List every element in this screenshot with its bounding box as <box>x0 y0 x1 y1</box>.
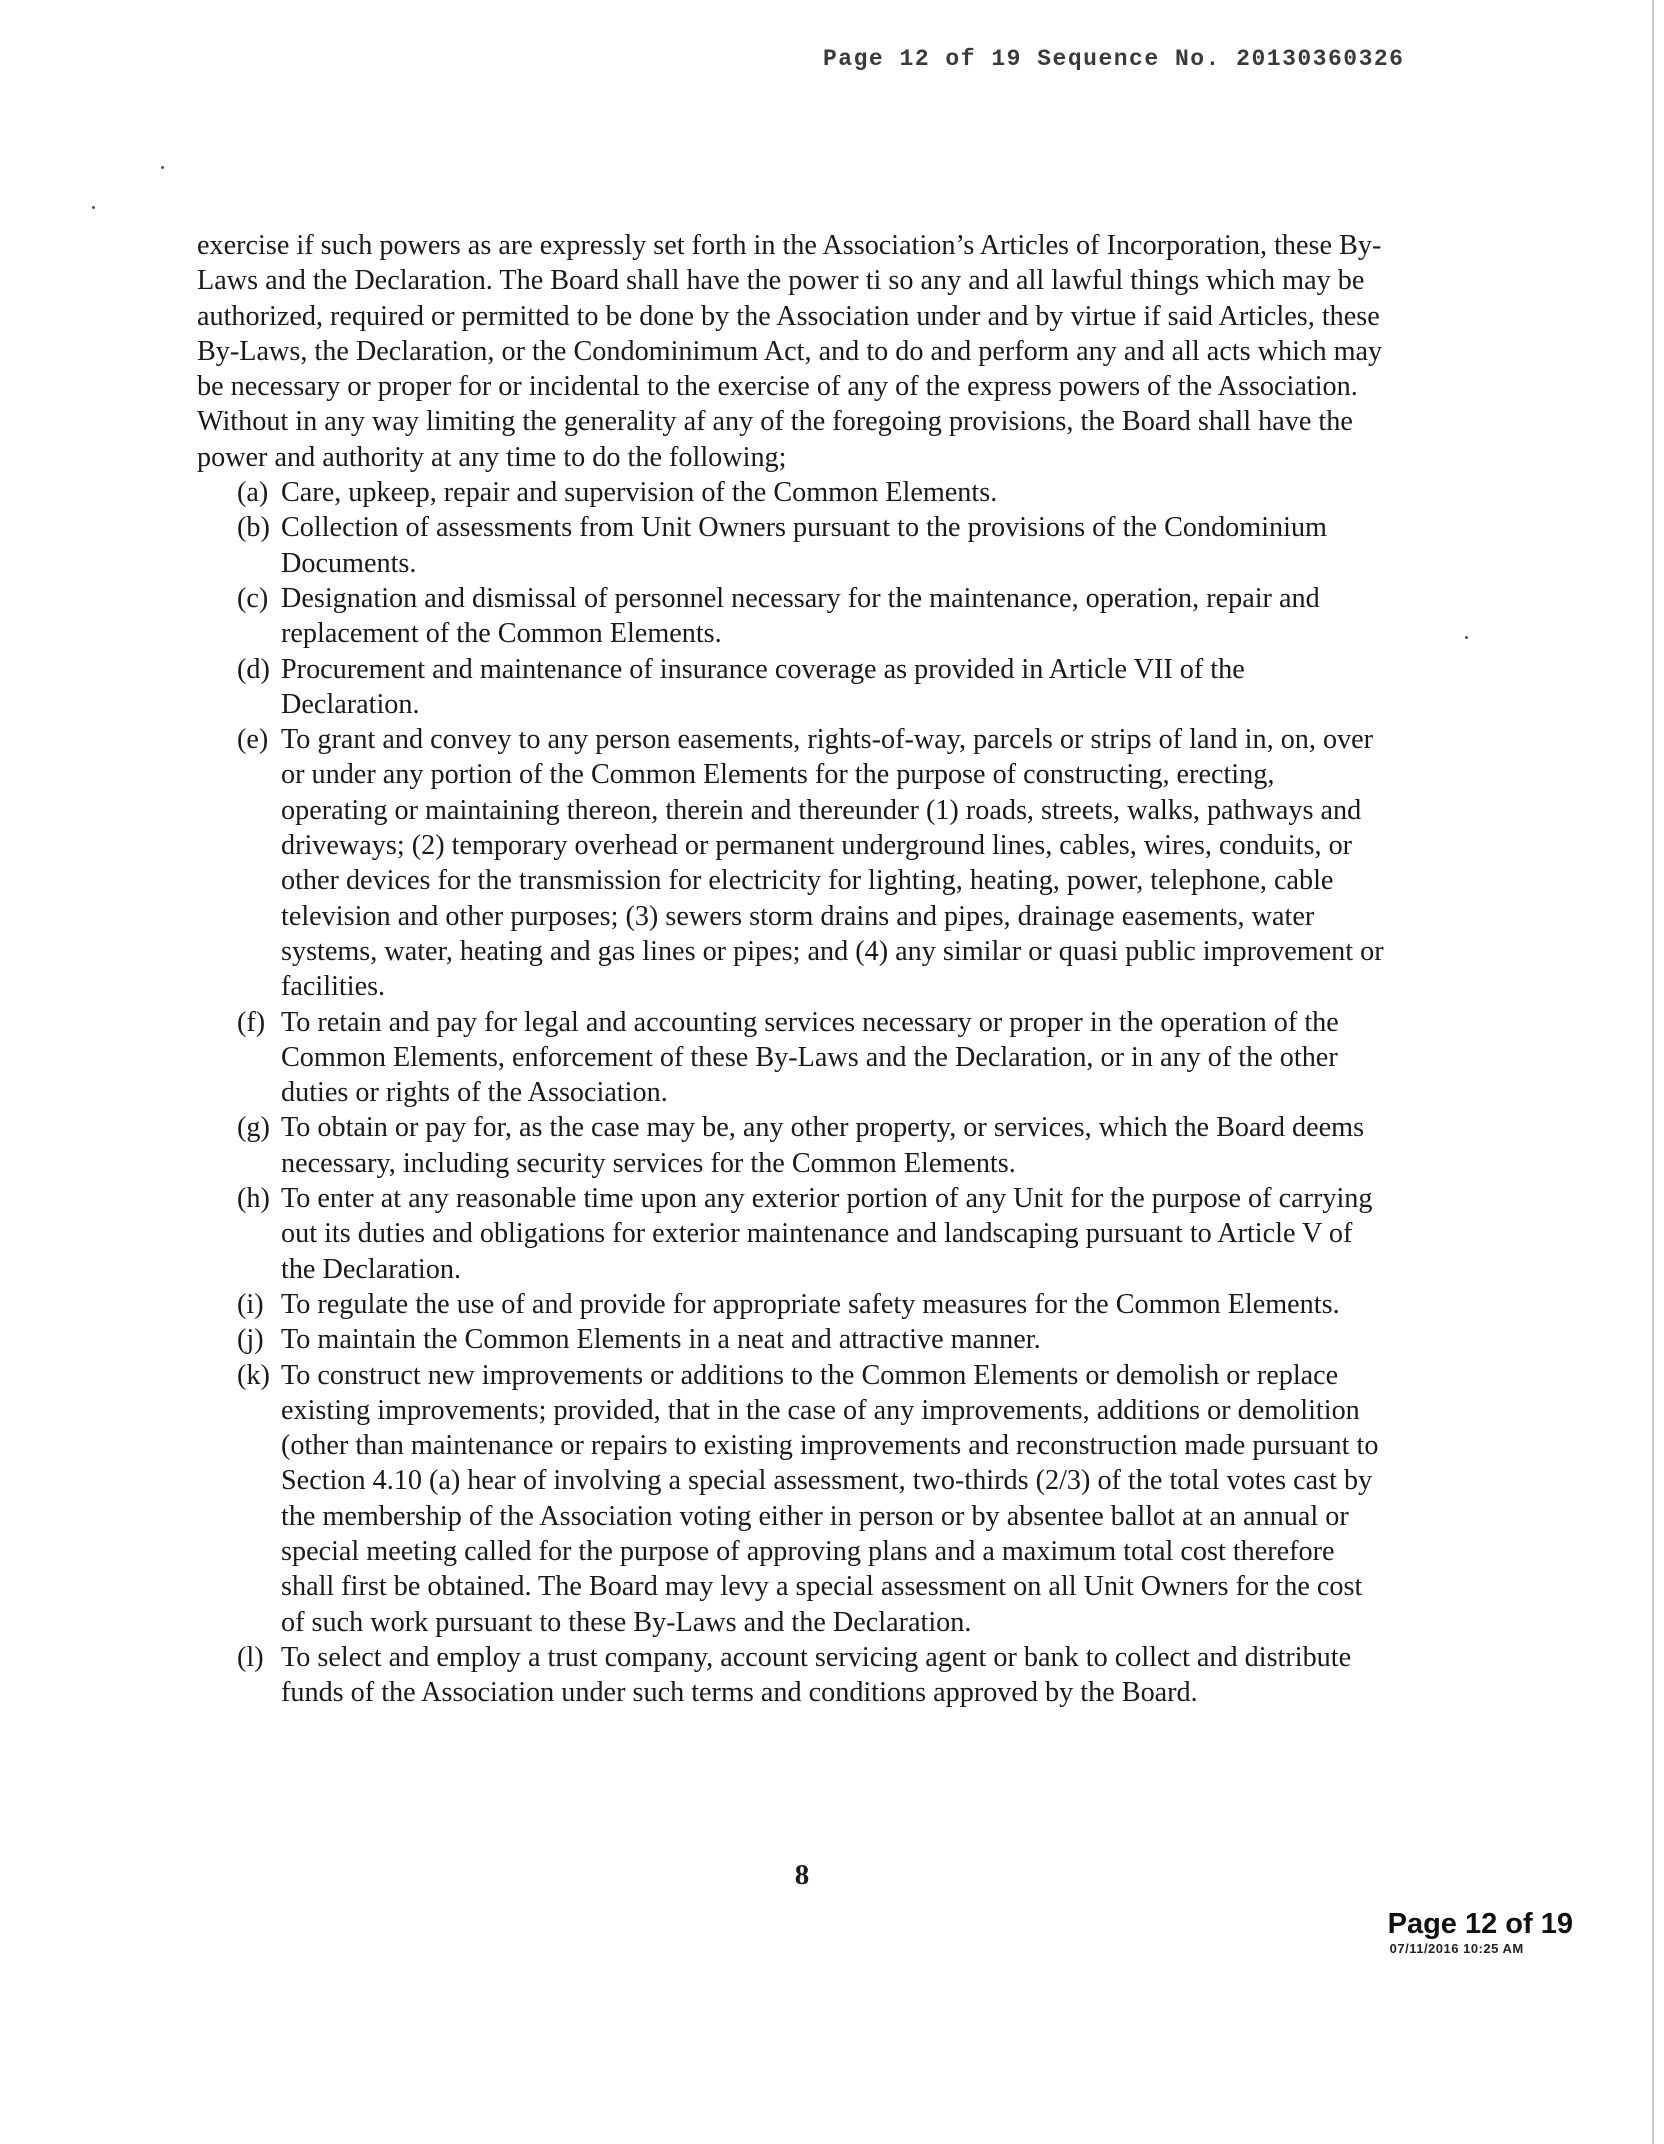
item-label: (e) <box>237 724 269 756</box>
scan-speck <box>161 166 164 169</box>
item-text: Procurement and maintenance of insurance coverage as provided in Article VII of the Declaration. <box>281 653 1245 720</box>
scan-edge-line <box>1652 0 1654 2144</box>
scan-speck <box>1465 636 1468 639</box>
item-label: (i) <box>237 1288 264 1320</box>
item-text: To grant and convey to any person easements, rights-of-way, parcels or strips of land in, on, over or under any portion of the Common Elements for the purpose of constructing, erecting, operating or maintaining thereon, therein and thereunder (1) roads, streets, walks, pathways and driveways; (2) temporary overhead or permanent underground lines, cables, wires, conduits, or other devices for the transmission for electricity for lighting, heating, power, telephone, cable television and other purposes; (3) sewers storm drains and pipes, drainage easements, water systems, water, heating and gas lines or pipes; and (4) any similar or quasi public improvement or facilities. <box>281 724 1384 1003</box>
page-number: 8 <box>794 1859 810 1891</box>
list-item <box>237 1110 1387 1181</box>
item-text: Collection of assessments from Unit Owners pursuant to the provisions of the Condominium Documents. <box>281 512 1327 579</box>
powers-list <box>197 475 1387 1710</box>
list-item <box>237 1005 1387 1111</box>
item-text: Designation and dismissal of personnel necessary for the maintenance, operation, repair and replacement of the Common Elements. <box>281 582 1320 650</box>
item-text: To construct new improvements or additions to the Common Elements or demolish or replace existing improvements; provided, that in the case of any improvements, additions or demolition (other than maintenance or repairs to existing improvements and reconstruction made pursuant to Section 4.10 (a) hear of involving a special assessment, two-thirds (2/3) of the total votes cast by the membership of the Association voting either in person or by absentee ballot at an annual or special meeting called for the purpose of approving plans and a maximum total cost therefore shall first be obtained. The Board may levy a special assessment on all Unit Owners for the cost of such work pursuant to these By-Laws and the Declaration. <box>281 1359 1379 1638</box>
item-text: To maintain the Common Elements in a neat and attractive manner. <box>281 1324 1041 1356</box>
item-text: To obtain or pay for, as the case may be, any other property, or services, which the Board deems necessary, including security services for the Common Elements. <box>281 1112 1365 1179</box>
item-label: (f) <box>237 1006 266 1038</box>
list-item <box>237 1287 1387 1322</box>
item-label: (k) <box>237 1359 270 1391</box>
item-label: (b) <box>237 512 270 544</box>
list-item <box>237 1640 1387 1711</box>
item-label: (g) <box>237 1112 270 1144</box>
item-text: To retain and pay for legal and accounting services necessary or proper in the operation of the Common Elements, enforcement of these By-Laws and the Declaration, or in any of the other duties or rights of the Association. <box>281 1006 1339 1109</box>
item-label: (d) <box>237 653 270 685</box>
list-item <box>237 1181 1387 1287</box>
item-label: (l) <box>237 1641 264 1673</box>
intro-paragraph: exercise if such powers as are expressly set forth in the Association’s Articles of Incorporation, these By-Laws and the Declaration. The Board shall have the power ti so any and all lawful things which may be authorized, required or permitted to be done by the Association under and by virtue if said Articles, these By-Laws, the Declaration, or the Condominimum Act, and to do and perform any and all acts which may be necessary or proper for or incidental to the exercise of any of the express powers of the Association. Without in any way limiting the generality af any of the foregoing provisions, the Board shall have the power and authority at any time to do the following; <box>197 230 1383 473</box>
list-item <box>237 1358 1387 1640</box>
item-label: (h) <box>237 1183 270 1215</box>
sequence-header: Page 12 of 19 Sequence No. 20130360326 <box>823 46 1405 72</box>
item-label: (a) <box>237 477 269 509</box>
stamp-page-count: Page 12 of 19 <box>1387 1908 1573 1940</box>
list-item <box>237 510 1387 581</box>
scan-speck <box>92 206 95 209</box>
list-item <box>237 652 1387 723</box>
body-text <box>197 228 1387 1710</box>
list-item <box>237 475 1387 510</box>
item-text: Care, upkeep, repair and supervision of the Common Elements. <box>281 477 998 509</box>
recording-stamp <box>1388 1907 1573 1956</box>
item-label: (j) <box>237 1324 264 1356</box>
list-item <box>237 722 1387 1004</box>
list-item <box>237 1322 1387 1357</box>
item-text: To select and employ a trust company, account servicing agent or bank to collect and distribute funds of the Association under such terms and conditions approved by the Board. <box>281 1641 1352 1709</box>
item-text: To enter at any reasonable time upon any exterior portion of any Unit for the purpose of carrying out its duties and obligations for exterior maintenance and landscaping pursuant to Article V of the Declaration. <box>281 1183 1373 1285</box>
item-text: To regulate the use of and provide for appropriate safety measures for the Common Elements. <box>281 1288 1340 1320</box>
stamp-timestamp: 07/11/2016 10:25 AM <box>1389 1941 1524 1956</box>
item-label: (c) <box>237 582 269 614</box>
list-item <box>237 581 1387 652</box>
